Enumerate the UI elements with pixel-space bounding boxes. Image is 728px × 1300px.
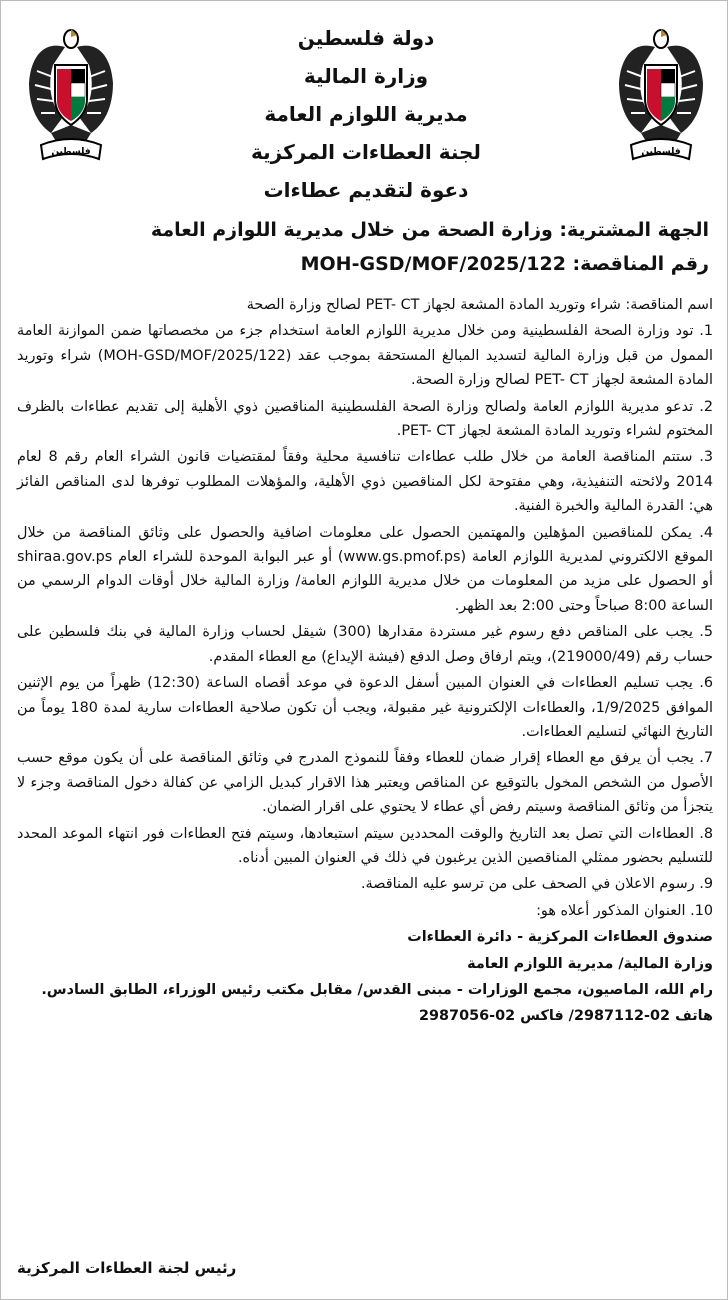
item-4: 4. يمكن للمناقصين المؤهلين والمهتمين الحصول على معلومات اضافية والحصول على وثائق المناقصة من خلال الموقع الالكتروني لمديرية اللوازم العامة (www.gs.pmof.ps) أو عبر البوابة الموحدة للشراء العام shiraa.gov.ps أو الحصول على مزيد من المعلومات من خلال مديرية اللوازم العامة/ وزارة المالية خلال أوقات الدوام الرسمي من الساعة 8:00 صباحاً وحتى 2:00 بعد الظهر.: [17, 524, 713, 614]
item-3: 3. ستتم المناقصة العامة من خلال طلب عطاءات تنافسية محلية وفقاً لمقتضيات قانون الشراء العام رقم 8 لعام 2014 ولائحته التنفيذية، وهي مفتوحة لكل المناقصين ذوي الأهلية، والمؤهلات المطلوب توفرها لدى المناقص الفائز هي: القدرة المالية والخبرة الفنية.: [17, 449, 713, 515]
tender-meta: [21, 213, 709, 281]
address-line-2: وزارة المالية/ مديرية اللوازم العامة: [467, 955, 713, 972]
phone-fax-line: هاتف 02-2987112/ فاكس 02-2987056: [419, 1008, 713, 1025]
eagle-emblem-icon: [615, 21, 707, 166]
emblem-caption: فلسطين: [51, 147, 91, 157]
tender-number: MOH-GSD/MOF/2025/122: [300, 253, 566, 275]
palestine-emblem-right: [615, 21, 707, 166]
item-7: 7. يجب أن يرفق مع العطاء إقرار ضمان للعطاء وفقاً للنموذج المدرج في وثائق المناقصة على أن يكون موقع حسب الأصول من الشخص المخول بالتوقيع عن المناقص ويعتبر هذا الاقرار كبديل الزامي عن كفالة دخول المناقصة وجزء لا يتجزأ من وثائق المناقصة وسيتم رفض أي عطاء لا يحتوي على اقرار الضمان.: [17, 750, 713, 816]
invitation-title: دعوة لتقديم عطاءات: [263, 178, 469, 202]
item-6: 6. يجب تسليم العطاءات في العنوان المبين أسفل الدعوة في موعد أقصاه الساعة (12:30) ظهراً من يوم الإثنين الموافق 1/9/2025، والعطاءات الإلكترونية غير مقبولة، ويجب أن تكون صلاحية العطاءات سارية لمدة 180 يوماً من التاريخ النهائي لتسليم العطاءات.: [17, 675, 713, 740]
directorate-name: مديرية اللوازم العامة: [264, 102, 468, 126]
ministry-name: وزارة المالية: [303, 64, 429, 88]
item-1: 1. تود وزارة الصحة الفلسطينية ومن خلال مديرية اللوازم العامة استخدام جزء من مخصصاتها ضمن الموازنة العامة الممول من قبل وزارة المالية لتسديد المبالغ المستحقة بموجب عقد (MOH-GSD/MOF/2025/122) شراء وتوريد المادة المشعة لجهاز PET- CT لصالح وزارة الصحة.: [17, 323, 713, 389]
tender-number-line: [21, 247, 709, 281]
tender-name: اسم المناقصة: شراء وتوريد المادة المشعة لجهاز PET- CT لصالح وزارة الصحة: [246, 297, 713, 313]
item-9: 9. رسوم الاعلان في الصحف على من ترسو عليه المناقصة.: [360, 876, 713, 893]
signature: رئيس لجنة العطاءات المركزية: [17, 1259, 237, 1277]
header: [181, 19, 551, 209]
item-5: 5. يجب على المناقص دفع رسوم غير مستردة مقدارها (300) شيقل لحساب وزارة المالية في بنك فلسطين على حساب رقم (219000/49)، ويتم ارفاق وصل الدفع (فيشة الإيداع) مع العطاء المقدم.: [17, 624, 713, 665]
committee-name: لجنة العطاءات المركزية: [251, 140, 481, 164]
buyer-line: الجهة المشترية: وزارة الصحة من خلال مديرية اللوازم العامة: [150, 219, 709, 241]
tender-number-label: رقم المناقصة:: [572, 253, 709, 275]
item-2: 2. تدعو مديرية اللوازم العامة ولصالح وزارة الصحة الفلسطينية المناقصين ذوي الأهلية إلى تقديم عطاءات بالظرف المختوم لشراء وتوريد المادة المشعة لجهاز PET- CT.: [17, 398, 713, 440]
item-8: 8. العطاءات التي تصل بعد التاريخ والوقت المحددين سيتم استبعادها، وسيتم فتح العطاءات فور انتهاء الموعد المحدد للتسليم بحضور ممثلي المناقصين الذين يرغبون في ذلك في العنوان المبين أدناه.: [17, 825, 713, 866]
tender-body: [17, 293, 713, 1031]
address-line-3: رام الله، الماصيون، مجمع الوزارات - مبنى القدس/ مقابل مكتب رئيس الوزراء، الطابق السادس.: [41, 981, 713, 998]
address-line-1: صندوق العطاءات المركزية - دائرة العطاءات: [407, 929, 713, 946]
eagle-emblem-icon: [25, 21, 117, 166]
item-10: 10. العنوان المذكور أعلاه هو:: [536, 902, 713, 919]
palestine-emblem-left: [25, 21, 117, 166]
emblem-caption: فلسطين: [641, 147, 681, 157]
state-name: دولة فلسطين: [297, 26, 435, 50]
